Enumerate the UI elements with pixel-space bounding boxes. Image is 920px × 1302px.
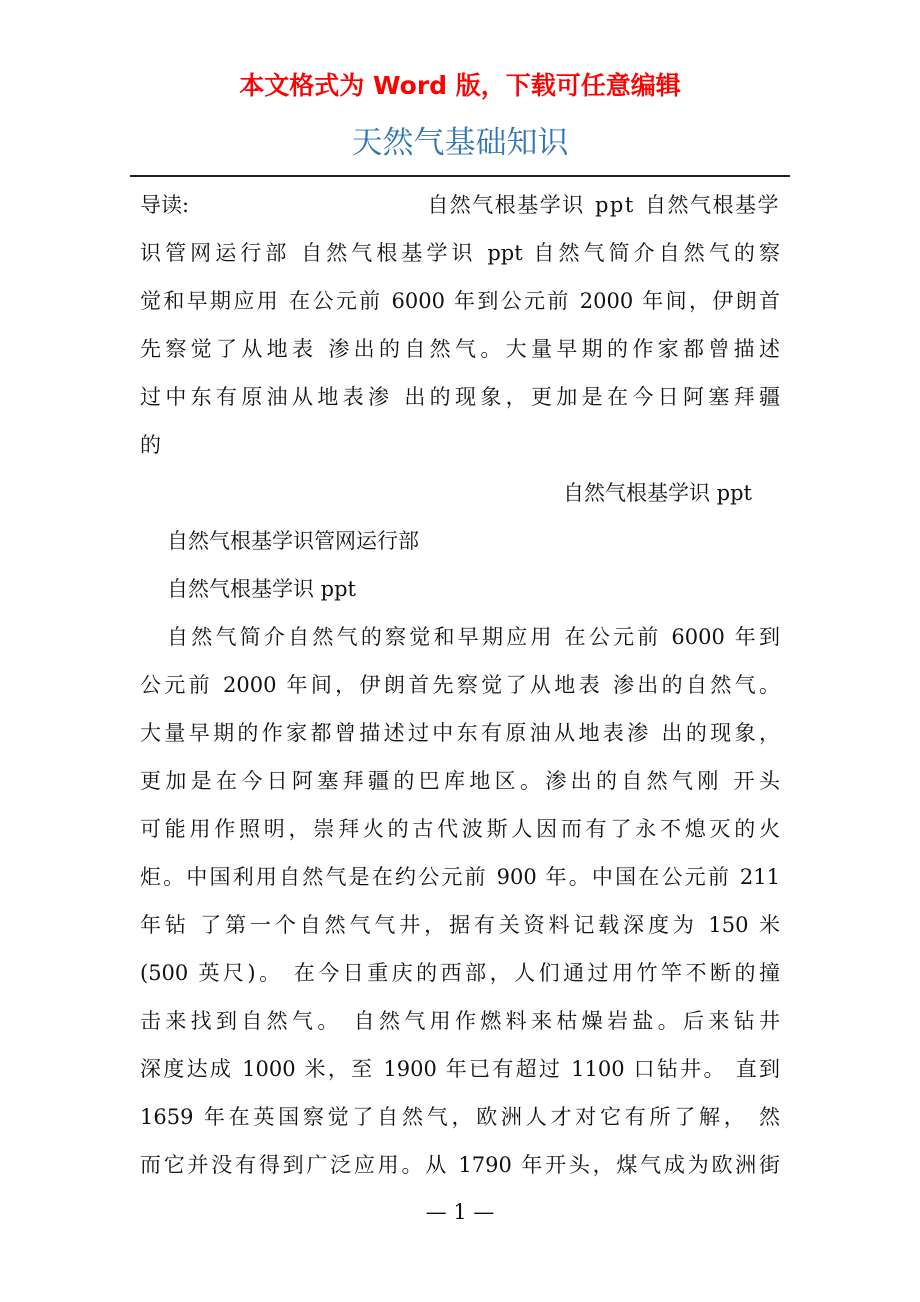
editable-format-banner: 本文格式为 Word 版，下载可任意编辑 xyxy=(239,71,681,100)
body-line: 自然气简介自然气的察觉和早期应用 在公元前 6000 年到 xyxy=(167,625,780,649)
body-line: 击来找到自然气。 自然气用作燃料来枯燥岩盐。后来钻井 xyxy=(140,1009,780,1033)
subheading: 自然气根基学识 ppt xyxy=(167,577,356,601)
body-line: 可能用作照明，崇拜火的古代波斯人因而有了永不熄灭的火 xyxy=(140,817,780,841)
body-line: 炬。中国利用自然气是在约公元前 900 年。中国在公元前 211 xyxy=(140,865,780,889)
intro-line: 过中东有原油从地表渗 出的现象，更加是在今日阿塞拜疆 xyxy=(140,385,780,409)
page-number: — 1 — xyxy=(425,1200,495,1224)
intro-line: 觉和早期应用 在公元前 6000 年到公元前 2000 年间，伊朗首 xyxy=(140,289,780,313)
intro-label: 导读: xyxy=(140,193,190,217)
body-line: 1659 年在英国察觉了自然气，欧洲人才对它有所了解， 然 xyxy=(140,1105,780,1129)
body-line: 大量早期的作家都曾描述过中东有原油从地表渗 出的现象， xyxy=(140,721,780,745)
intro-line: 的 xyxy=(140,433,161,457)
intro-line: 识管网运行部 自然气根基学识 ppt 自然气简介自然气的察 xyxy=(140,241,780,265)
subheading: 自然气根基学识管网运行部 xyxy=(167,529,419,553)
body-line: 公元前 2000 年间，伊朗首先察觉了从地表 渗出的自然气。 xyxy=(140,673,780,697)
intro-line: 先察觉了从地表 渗出的自然气。大量早期的作家都曾描述 xyxy=(140,337,780,361)
body-line: (500 英尺)。 在今日重庆的西部，人们通过用竹竿不断的撞 xyxy=(140,961,780,985)
document-title: 天然气基础知识 xyxy=(351,125,569,161)
intro-first-line xyxy=(140,190,780,220)
body-line: 年钻 了第一个自然气气井，据有关资料记载深度为 150 米 xyxy=(140,913,780,937)
title-divider xyxy=(130,175,790,177)
right-heading: 自然气根基学识 ppt xyxy=(563,481,752,505)
body-line: 而它并没有得到广泛应用。从 1790 年开头，煤气成为欧洲街 xyxy=(140,1153,780,1177)
body-line: 深度达成 1000 米，至 1900 年已有超过 1100 口钻井。 直到 xyxy=(140,1057,780,1081)
body-line: 更加是在今日阿塞拜疆的巴库地区。渗出的自然气刚 开头 xyxy=(140,769,780,793)
intro-first-line-text: 自然气根基学识 ppt 自然气根基学 xyxy=(427,193,780,217)
